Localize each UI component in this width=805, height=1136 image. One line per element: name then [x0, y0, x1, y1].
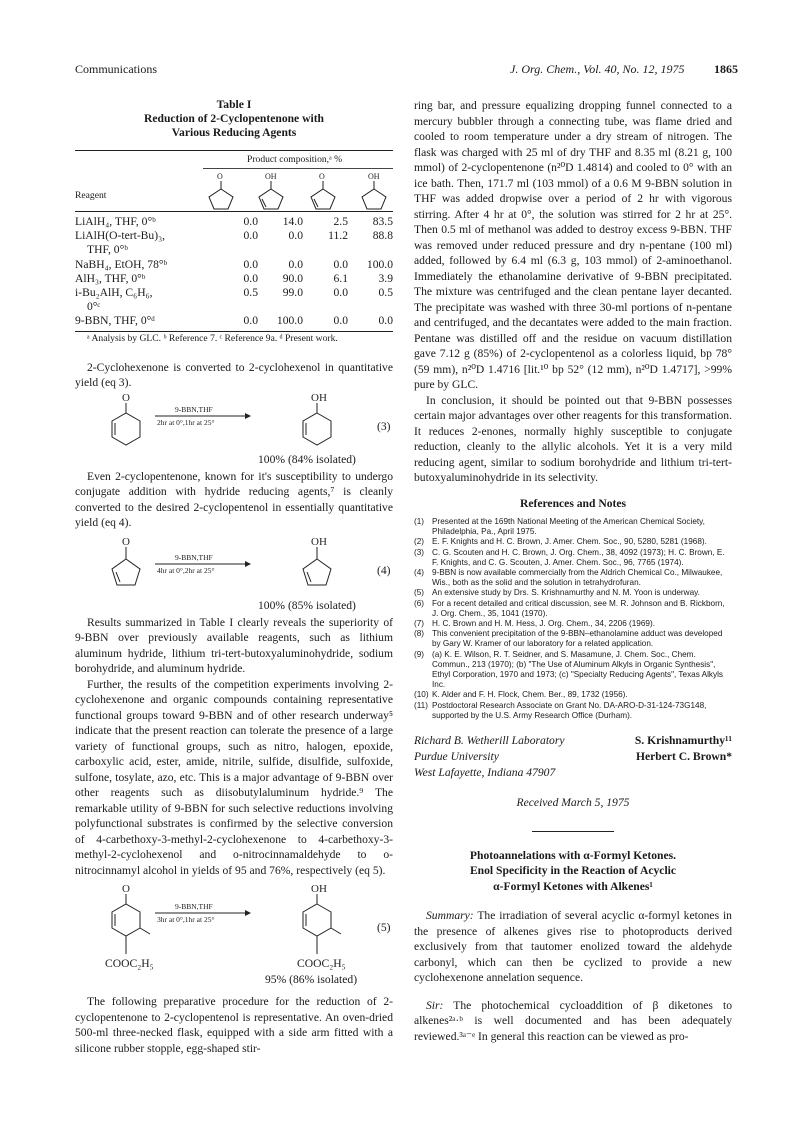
- received-date: Received March 5, 1975: [516, 796, 630, 810]
- reagent-header: Reagent: [75, 190, 107, 201]
- eq3-number: (3): [377, 419, 391, 433]
- table-row: [75, 300, 393, 314]
- eq4-o: O: [122, 535, 130, 548]
- article-title: Enol Specificity in the Reaction of Acyclic: [469, 864, 677, 878]
- table-footnote: ᵃ Analysis by GLC. ᵇ Reference 7. ᶜ Reference 9a. ᵈ Present work.: [87, 332, 338, 344]
- reference-item: [414, 568, 732, 588]
- value-cell: 99.0: [282, 286, 303, 300]
- reagent-cell: AlH₃, THF, 0°ᵇ: [75, 271, 146, 285]
- reference-item: [414, 690, 732, 700]
- table-row: [75, 258, 393, 272]
- eq3-yield: 100% (84% isolated): [258, 452, 356, 466]
- table-row: [75, 243, 393, 257]
- reference-text: Postdoctoral Research Associate on Grant No. DA-ARO-D-31-124-73G148, supported by the U.S. Army Research Office (Durham).: [432, 700, 707, 720]
- value-cell: 0.0: [243, 257, 258, 271]
- article-title: α-Formyl Ketones with Alkenes¹: [493, 879, 653, 893]
- reagent-cell: LiAlH(O-tert-Bu)₃,: [75, 229, 166, 243]
- value-cell: 14.0: [282, 215, 303, 228]
- references-heading: References and Notes: [519, 496, 627, 510]
- reference-number: (10): [414, 690, 429, 700]
- reagent-cell: 0°ᶜ: [87, 300, 101, 314]
- value-cell: 0.0: [243, 215, 258, 228]
- author-name: Herbert C. Brown*: [635, 750, 732, 764]
- table-row: [75, 314, 393, 328]
- eq5-number: (5): [377, 921, 391, 935]
- right-column: [414, 98, 732, 1044]
- table-row: [75, 286, 393, 300]
- struct-label: O: [217, 172, 223, 181]
- value-cell: 0.0: [288, 257, 303, 271]
- eq3-cond1: 9-BBN,THF: [175, 404, 213, 414]
- reference-item: [414, 599, 732, 619]
- reference-item: [414, 650, 732, 691]
- value-cell: 88.8: [372, 229, 393, 243]
- reference-number: (5): [414, 588, 425, 598]
- left-column: [75, 98, 393, 1056]
- eq5-yield: 95% (86% isolated): [265, 973, 358, 987]
- value-cell: 0.0: [288, 229, 303, 243]
- equation-3: [75, 391, 393, 469]
- reference-item: [414, 619, 732, 629]
- reference-item: [414, 701, 732, 721]
- eq4-cond2: 4hr at 0°,2hr at 25°: [157, 565, 215, 575]
- running-head: Communications: [75, 62, 157, 76]
- value-cell: [258, 300, 303, 314]
- affiliation-block: [414, 733, 732, 787]
- value-cell: 0.5: [378, 286, 393, 300]
- reference-number: (3): [414, 547, 425, 557]
- struct-label: O: [319, 172, 325, 181]
- value-cell: 0.0: [243, 314, 258, 328]
- value-cell: 3.9: [378, 271, 393, 285]
- reference-text: Presented at the 169th National Meeting of the American Chemical Society, Philadelphia, Pa., April 1975.: [432, 517, 705, 537]
- paragraph: In conclusion, it should be pointed out that 9-BBN possesses certain major advantages over other reagents for this transformation. It reduces 2-enones, normally highly susceptible to conjugate reduction, cleanly to the allylic alcohols. Yet it is a very mild reducing agent, similar to sodium borohydride and lithium tri-tert-butoxyaluminohydride in its selectivity.: [414, 393, 732, 484]
- table-title-2: Various Reducing Agents: [171, 126, 297, 139]
- reference-number: (7): [414, 619, 425, 629]
- table-label: Table I: [216, 98, 252, 111]
- value-cell: 0.0: [243, 229, 258, 243]
- journal-citation: J. Org. Chem., Vol. 40, No. 12, 1975: [510, 62, 685, 76]
- reference-number: (9): [414, 649, 425, 659]
- paragraph: 2-Cyclohexenone is converted to 2-cyclohexenol in quantitative yield (eq 3).: [75, 360, 393, 390]
- reference-number: (8): [414, 629, 425, 639]
- value-cell: [348, 300, 393, 314]
- author-name: S. Krishnamurthy¹¹: [634, 734, 732, 748]
- reference-number: (11): [414, 700, 428, 710]
- table-title: Reduction of 2-Cyclopentenone with: [143, 112, 325, 125]
- value-cell: 0.0: [333, 257, 348, 271]
- reference-item: [414, 537, 732, 547]
- summary-paragraph: [414, 908, 732, 986]
- references-list: [414, 517, 732, 721]
- structure-cyclopentenone: [305, 171, 341, 211]
- eq5-cond2: 3hr at 0°,1hr at 25°: [157, 915, 215, 925]
- reference-item: [414, 588, 732, 598]
- reagent-cell: NaBH₄, EtOH, 78°ᵇ: [75, 257, 168, 271]
- affiliation-line: Purdue University: [414, 750, 499, 764]
- summary-text: The irradiation of several acyclic α-formyl ketones in the presence of alkenes gives rise to photoproducts derived exclusively from that tautomer enolized toward the aldehyde carbonyl, which can then be cyclized to provide a new cyclohexenone annelation sequence.: [414, 909, 732, 985]
- eq5-oh: OH: [311, 883, 327, 896]
- reference-text: For a recent detailed and critical discussion, see M. R. Johnson and B. Rickborn, J. Org. Chem., 35, 1041 (1970).: [432, 598, 725, 618]
- eq5-cond1: 9-BBN,THF: [175, 902, 213, 912]
- reagent-cell: 9-BBN, THF, 0°ᵈ: [75, 314, 155, 328]
- value-cell: 0.5: [243, 286, 258, 300]
- paragraph: ring bar, and pressure equalizing dropping funnel connected to a mercury bubbler through a connecting tube, was flame dried and cooled to room temperature under a dry stream of nitrogen. The flask was charged with 25 ml of dry THF and 8.35 ml (8.21 g, 100 mmol) of 2-cyclopentenone (n²⁰D 1.4814) and cooled to 0° with an ice bath. Then, 171.7 ml (103 mmol) of a 0.6 M 9-BBN solution in THF was added dropwise over a period of 2 hr with vigorous stirring. After 4 hr at 0°, the solution was stirred for 2 hr at 25°. Then 0.5 ml of methanol was added to destroy excess 9-BBN. THF was removed under reduced pressure and dry n-pentane (100 ml) added, followed by 6.4 ml (6.3 g, 103 mmol) of 2-aminoethanol. Immediately the ethanolamine derivative of 9-BBN precipitated. The mixture was centrifuged and the clean pentane layer decanted. The precipitate was washed with three 30-ml portions of n-pentane and centrifuged, and the decantates were added to the main fraction. Pentane was distilled off and the residue on vacuum distillation gave 7.12 g (85%) of 2-cyclopentenol as a colorless liquid, bp 78° (59 mm), n²⁰D 1.4716 [lit.¹⁰ bp 52° (12 mm), n²⁰D 1.4717], >99% pure by GLC.: [414, 99, 732, 391]
- affiliation-line: Richard B. Wetherill Laboratory: [414, 734, 565, 748]
- paragraph: Further, the results of the competition experiments involving 2-cyclohexenone and organic compounds containing representative functional groups toward 9-BBN and of other research underway⁵ indicate that the present reaction can tolerate the presence of a large variety of functional groups, such as nitro, halogen, epoxide, carboxylic acid, ester, amide, nitrile, sulfide, disulfide, sulfoxide, sulfone, tosylate, azo, etc. This is a major advantage of 9-BBN over other reagents such as diisobutylaluminum hydride.⁹ The remarkable utility of 9-BBN for such selective reductions involving polyfunctional substrates is confirmed by the selective conversion of 4-carbethoxy-3-methyl-2-cyclohexenone to 4-carbethoxy-3-methyl-2-cyclohexenol and o-nitrocinnamaldehyde to o-nitrocinnamyl alcohol in yields of 95 and 76%, respectively (eq 5).: [75, 677, 393, 877]
- reference-item: [414, 548, 732, 568]
- value-cell: 100.0: [276, 314, 303, 328]
- reference-number: (1): [414, 517, 425, 526]
- reference-text: 9-BBN is now available commercially from the Aldrich Chemical Co., Milwaukee, Wis., both as the solid and the solution in tetrahydrofuran.: [432, 568, 723, 588]
- value-cell: 6.1: [333, 271, 348, 285]
- reference-text: An extensive study by Drs. S. Krishnamurthy and N. M. Yoon is underway.: [432, 588, 700, 598]
- value-cell: 0.0: [333, 314, 348, 328]
- table-row: [75, 215, 393, 229]
- value-cell: 0.0: [333, 286, 348, 300]
- table-header: [75, 151, 393, 211]
- value-cell: 83.5: [372, 215, 393, 228]
- reagent-cell: i-Bu₂AlH, C₆H₆,: [75, 286, 153, 300]
- reference-item: [414, 517, 732, 537]
- value-cell: 11.2: [328, 229, 348, 243]
- table-row: [75, 229, 393, 243]
- eq3-o: O: [122, 391, 130, 404]
- structure-cyclopentanone: [203, 171, 239, 211]
- eq5-o: O: [122, 883, 130, 896]
- reference-number: (6): [414, 598, 425, 608]
- eq4-yield: 100% (85% isolated): [258, 598, 356, 612]
- sir-text: The photochemical cycloaddition of β diketones to alkenes²ᵃ·ᵇ is well documented and has been adequately reviewed.³ᵃ⁻ᵉ In general this reaction can be viewed as pro-: [414, 998, 732, 1043]
- eq3-scheme: [75, 391, 393, 455]
- struct-label: OH: [368, 172, 380, 181]
- reference-text: C. G. Scouten and H. C. Brown, J. Org. Chem., 38, 4092 (1973); H. C. Brown, E. F. Knights, and C. G. Scouten, J. Amer. Chem. Soc., 96, 7765 (1974).: [432, 547, 725, 567]
- eq4-scheme: [75, 535, 393, 597]
- equation-5: [75, 882, 393, 994]
- value-cell: 2.5: [333, 215, 348, 228]
- value-cell: [213, 300, 258, 314]
- reference-text: (a) K. E. Wilson, R. T. Seidner, and S. Masamune, J. Chem. Soc., Chem. Commun., 213 (1970); (b) "The Use of Aluminum Alkyls in Organic Synthesis", Ethyl Corporation, 1970 and 1973; (c) "Specialty Reducing Agents", Texas Alkyls Inc.: [432, 649, 724, 690]
- eq5-substituent: COOC₂H₅: [105, 957, 154, 971]
- value-cell: 0.0: [378, 314, 393, 328]
- table-row: [75, 272, 393, 286]
- sir-label: Sir:: [426, 998, 444, 1012]
- value-cell: [303, 243, 348, 257]
- eq3-cond2: 2hr at 0°,1hr at 25°: [157, 417, 215, 427]
- value-cell: [258, 243, 303, 257]
- summary-label: Summary:: [426, 909, 474, 923]
- value-cell: 100.0: [366, 257, 393, 271]
- struct-label: OH: [265, 172, 277, 181]
- divider: [532, 831, 614, 832]
- reference-text: H. C. Brown and H. M. Hess, J. Org. Chem., 34, 2206 (1969).: [432, 619, 655, 629]
- page-number: 1865: [714, 62, 738, 76]
- sir-paragraph: [414, 998, 732, 1045]
- value-cell: [213, 243, 258, 257]
- eq4-cond1: 9-BBN,THF: [175, 552, 213, 562]
- reference-number: (4): [414, 568, 425, 578]
- reagent-cell: THF, 0°ᵇ: [87, 243, 128, 257]
- reference-number: (2): [414, 537, 425, 547]
- article-title: Photoannelations with α-Formyl Ketones.: [469, 848, 677, 862]
- value-cell: [348, 243, 393, 257]
- results-table: [75, 215, 393, 329]
- reference-text: E. F. Knights and H. C. Brown, J. Amer. Chem. Soc., 90, 5280, 5281 (1968).: [432, 537, 707, 547]
- value-cell: [303, 300, 348, 314]
- value-cell: 90.0: [282, 271, 303, 285]
- equation-4: [75, 535, 393, 615]
- value-cell: 0.0: [243, 271, 258, 285]
- structure-cyclopentanol: [356, 171, 392, 211]
- eq3-oh: OH: [311, 391, 327, 404]
- paragraph: The following preparative procedure for the reduction of 2-cyclopentenone to 2-cyclopentenol is representative. An oven-dried 500-ml three-necked flask, equipped with a side arm fitted with a silicone rubber stopple, egg-shaped stir-: [75, 995, 393, 1055]
- eq4-oh: OH: [311, 535, 327, 548]
- paragraph: Even 2-cyclopentenone, known for it's susceptibility to undergo conjugate addition with hydride reducing agents,⁷ is cleanly converted to the desired 2-cyclopentenol in essentially quantitative yield (eq 4).: [75, 469, 393, 530]
- eq4-number: (4): [377, 563, 391, 577]
- reference-text: This convenient precipitation of the 9-BBN–ethanolamine adduct was developed by Gary W. Kramer of our laboratory for a related application.: [432, 629, 723, 649]
- reference-text: K. Alder and F. H. Flock, Chem. Ber., 89, 1732 (1956).: [432, 690, 628, 700]
- reagent-cell: LiAlH₄, THF, 0°ᵇ: [75, 215, 156, 228]
- product-header: Product composition,ᵃ %: [247, 154, 343, 165]
- paragraph: Results summarized in Table I clearly reveals the superiority of 9-BBN over previously available reagents, such as lithium aluminum hydride, lithium tri-tert-butoxyaluminohydride, sodium borohydride, and aluminum hydride.: [75, 615, 393, 676]
- affiliation-line: West Lafayette, Indiana 47907: [414, 766, 556, 780]
- eq5-substituent: COOC₂H₅: [297, 957, 346, 971]
- reference-item: [414, 629, 732, 649]
- structure-cyclopentenol: [253, 171, 289, 211]
